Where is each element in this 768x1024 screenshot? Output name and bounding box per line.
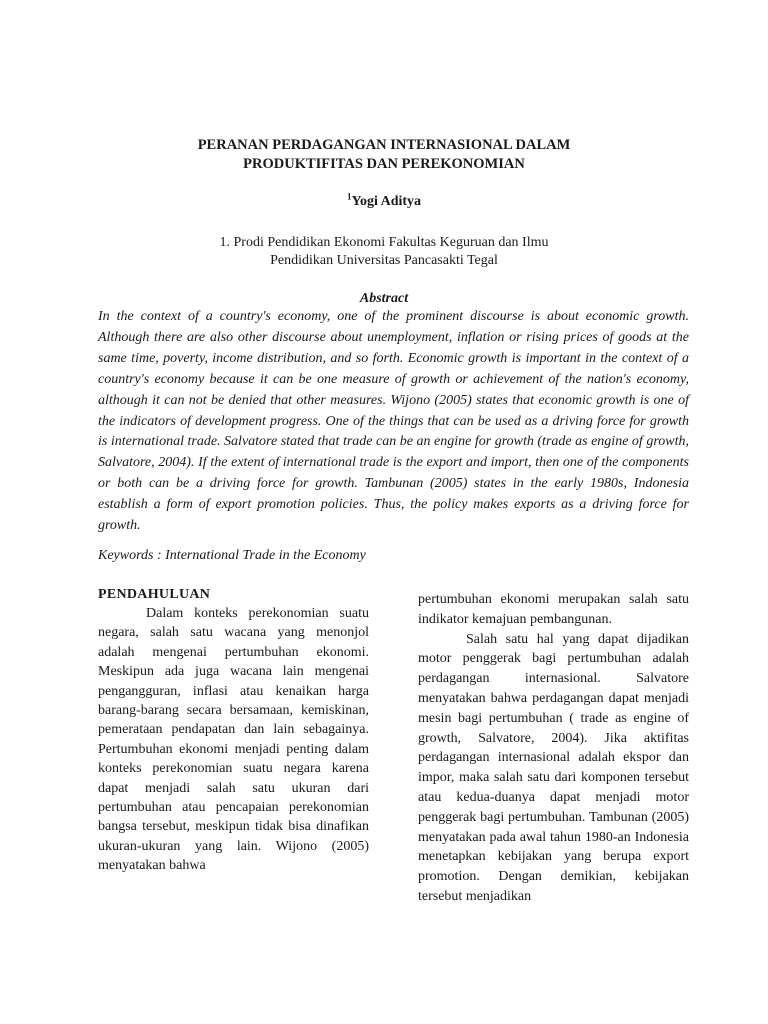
title-line-1: PERANAN PERDAGANGAN INTERNASIONAL DALAM [197, 137, 571, 153]
abstract-heading: Abstract [359, 291, 409, 306]
author-affiliation-marker: 1 [346, 191, 352, 202]
affiliation-line-2: Pendidikan Universitas Pancasakti Tegal [270, 253, 498, 268]
left-column [98, 586, 369, 876]
paper-title [0, 136, 768, 174]
keywords: Keywords : International Trade in the Economy [98, 548, 366, 563]
right-column [418, 590, 689, 907]
right-paragraph-2: Salah satu hal yang dapat dijadikan motor penggerak bagi pertumbuhan adalah perdagangan internasional. Salvatore menyatakan bahwa perdagangan dapat menjadi mesin bagi pertumbuhan ( trade as engine of growth, Salvatore, 2004). Jika aktifitas perdagangan internasional adalah ekspor dan impor, maka salah satu dari komponen tersebut atau kedua-duanya dapat menjadi motor penggerak bagi pertumbuhan. Tambunan (2005) menyatakan pada awal tahun 1980-an Indonesia menetapkan kebijakan yang berupa export promotion. Dengan demikian, kebijakan tersebut menjadikan [418, 631, 689, 904]
section-heading: PENDAHULUAN [98, 587, 211, 602]
author-name: Yogi Aditya [351, 194, 422, 209]
author [0, 193, 768, 211]
title-line-2: PRODUKTIFITAS DAN PEREKONOMIAN [243, 156, 525, 172]
left-paragraph: Dalam konteks perekonomian suatu negara, salah satu wacana yang menonjol adalah mengenai pertumbuhan ekonomi. Meskipun ada juga wacana lain mengenai pengangguran, inflasi atau kenaikan harga barang-barang secara bersamaan, kemiskinan, pemerataan pendapatan dan lain sebagainya. Pertumbuhan ekonomi menjadi penting dalam konteks perekonomian suatu negara karena dapat menjadi salah satu ukuran dari pertumbuhan atau pencapaian perekonomian bangsa tersebut, meskipun tidak bisa dinafikan ukuran-ukuran yang lain. Wijono (2005) menyatakan bahwa [98, 606, 369, 874]
affiliation [0, 234, 768, 270]
affiliation-line-1: 1. Prodi Pendidikan Ekonomi Fakultas Keguruan dan Ilmu [219, 235, 549, 250]
abstract-text: In the context of a country's economy, one of the prominent discourse is about economic growth. Although there are also other discourse about unemployment, inflation or rising prices of goods at the same time, poverty, income distribution, and so forth. Economic growth is important in the context of a country's economy because it can be one measure of growth or achievement of the nation's economy, although it can not be denied that other measures. Wijono (2005) states that economic growth is one of the indicators of development progress. One of the things that can be used as a driving force for growth is international trade. Salvatore stated that trade can be an engine for growth (trade as engine of growth, Salvatore, 2004). If the extent of international trade is the export and import, then one of the components or both can be a driving force for growth. Tambunan (2005) states in the early 1980s, Indonesia establish a form of export promotion policies. Thus, the policy makes exports as a driving force for growth. [98, 309, 689, 534]
right-paragraph-1: pertumbuhan ekonomi merupakan salah satu indikator kemajuan pembangunan. [418, 592, 689, 627]
